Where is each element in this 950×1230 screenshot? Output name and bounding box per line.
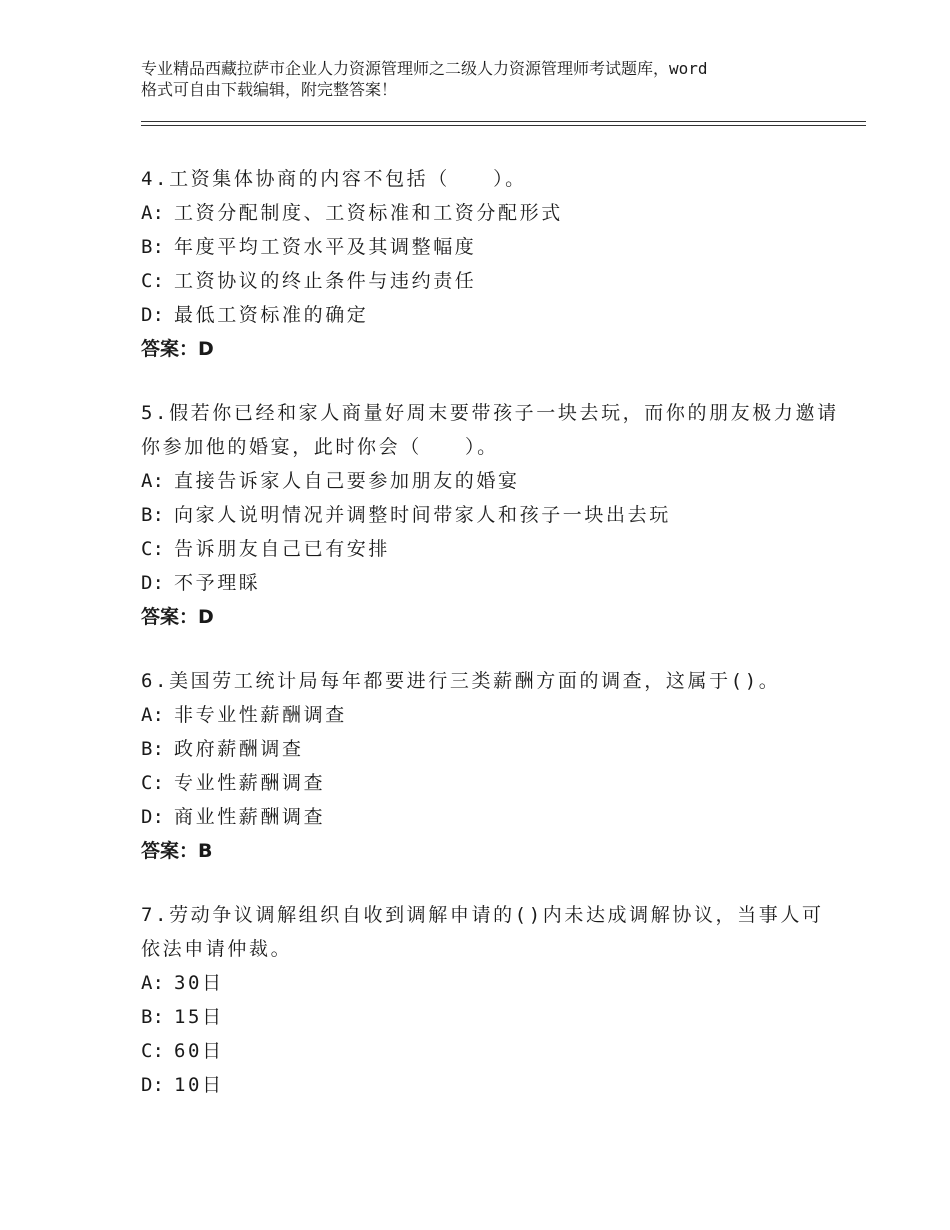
question-stem: 6.美国劳工统计局每年都要进行三类薪酬方面的调查，这属于()。	[141, 670, 781, 692]
header-line-2: 格式可自由下载编辑，附完整答案！	[141, 80, 398, 99]
header-line-1: 专业精品西藏拉萨市企业人力资源管理师之二级人力资源管理师考试题库，word	[141, 59, 708, 78]
option-letter: C:	[141, 772, 164, 794]
option-b	[141, 498, 841, 532]
option-text: 最低工资标准的确定	[174, 304, 369, 326]
question-7	[141, 898, 841, 1102]
option-text: 向家人说明情况并调整时间带家人和孩子一块出去玩	[174, 504, 671, 526]
option-letter: A:	[141, 972, 164, 994]
question-4	[141, 162, 841, 366]
option-text: 年度平均工资水平及其调整幅度	[174, 236, 477, 258]
option-text: 工资协议的终止条件与违约责任	[174, 270, 477, 292]
option-letter: C:	[141, 538, 164, 560]
option-letter: D:	[141, 806, 164, 828]
answer-label: 答案：B	[141, 840, 213, 862]
option-d	[141, 1068, 841, 1102]
option-letter: B:	[141, 738, 164, 760]
option-text: 告诉朋友自己已有安排	[174, 538, 391, 560]
option-letter: A:	[141, 470, 164, 492]
option-b	[141, 1000, 841, 1034]
option-letter: B:	[141, 1006, 164, 1028]
option-d	[141, 800, 841, 834]
option-d	[141, 298, 841, 332]
option-text: 专业性薪酬调查	[174, 772, 326, 794]
question-stem: 7.劳动争议调解组织自收到调解申请的()内未达成调解协议，当事人可依法申请仲裁。	[141, 904, 824, 960]
option-letter: D:	[141, 1074, 164, 1096]
option-c	[141, 1034, 841, 1068]
option-text: 不予理睬	[174, 572, 261, 594]
document-header	[141, 58, 811, 100]
option-d	[141, 566, 841, 600]
question-stem: 4.工资集体协商的内容不包括（ ）。	[141, 168, 527, 190]
question-6	[141, 664, 841, 868]
option-text: 商业性薪酬调查	[174, 806, 326, 828]
option-c	[141, 264, 841, 298]
question-list	[141, 162, 841, 1102]
option-c	[141, 766, 841, 800]
option-b	[141, 230, 841, 264]
option-text: 直接告诉家人自己要参加朋友的婚宴	[174, 470, 520, 492]
header-divider-top	[141, 121, 866, 122]
option-letter: C:	[141, 270, 164, 292]
option-letter: A:	[141, 704, 164, 726]
option-letter: D:	[141, 572, 164, 594]
option-text: 政府薪酬调查	[174, 738, 304, 760]
option-text: 工资分配制度、工资标准和工资分配形式	[174, 202, 563, 224]
option-letter: A:	[141, 202, 164, 224]
question-stem: 5.假若你已经和家人商量好周末要带孩子一块去玩，而你的朋友极力邀请你参加他的婚宴，此时你会（ ）。	[141, 402, 839, 458]
option-a	[141, 698, 841, 732]
answer-label: 答案：D	[141, 338, 214, 360]
option-b	[141, 732, 841, 766]
option-a	[141, 196, 841, 230]
option-text: 60日	[174, 1040, 224, 1062]
header-divider-bottom	[141, 125, 866, 126]
option-a	[141, 966, 841, 1000]
option-text: 非专业性薪酬调查	[174, 704, 347, 726]
answer-label: 答案：D	[141, 606, 214, 628]
option-letter: B:	[141, 236, 164, 258]
option-text: 15日	[174, 1006, 224, 1028]
question-5	[141, 396, 841, 634]
option-letter: B:	[141, 504, 164, 526]
option-letter: C:	[141, 1040, 164, 1062]
option-text: 10日	[174, 1074, 224, 1096]
option-text: 30日	[174, 972, 224, 994]
option-c	[141, 532, 841, 566]
option-a	[141, 464, 841, 498]
option-letter: D:	[141, 304, 164, 326]
